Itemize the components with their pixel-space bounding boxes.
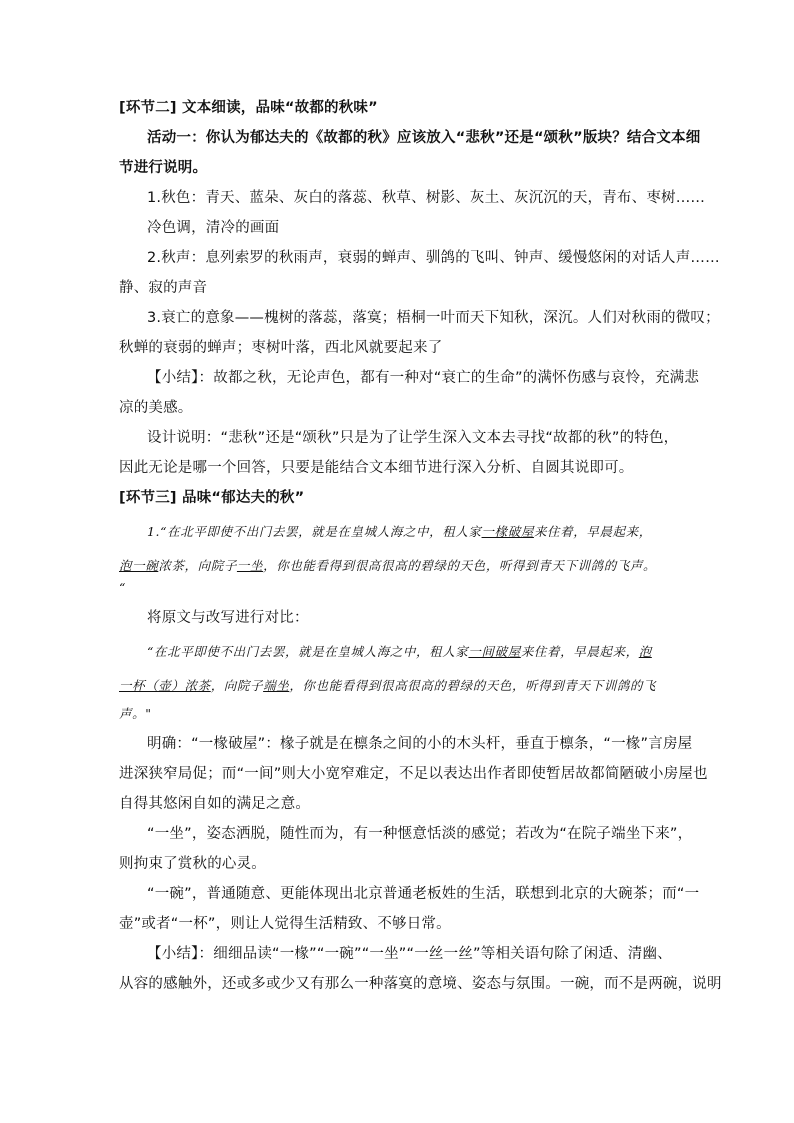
quote2-line-2 [119, 676, 693, 696]
document-page [119, 98, 722, 994]
quote2-underline-sit-upright: 端坐 [263, 678, 290, 693]
quote2-text: ，你也能看得到很高很高的碧绿的天色，听得到青天下训鸽的飞 [289, 678, 657, 693]
quote2-line-3: 声。" [119, 706, 152, 721]
analysis-p2-line-2: 则拘束了赏秋的心灵。 [119, 856, 266, 872]
quote1-line-1 [119, 522, 693, 542]
analysis-p3-line-1: “一碗”，普通随意、更能体现出北京普通老板姓的生活，联想到北京的大碗茶；而“一 [147, 886, 700, 902]
autumn-sound-line-1: 2.秋声：息列索罗的秋雨声，衰弱的蝉声、驯鸽的飞叫、钟声、缓慢悠闲的对话人声…… [147, 250, 720, 266]
analysis-p1-line-3: 自得其悠闲自如的满足之意。 [119, 796, 311, 812]
analysis-p2-line-1: “一坐”，姿态洒脱，随性而为，有一种惬意恬淡的感觉；若改为“在院子端坐下来”， [147, 826, 693, 842]
summary-line-2: 凉的美感。 [119, 400, 193, 416]
quote2-line-1 [119, 642, 693, 662]
autumn-color-line-2: 冷色调，清冷的画面 [147, 220, 280, 236]
quote1-text: 1.“在北平即使不出门去罢，就是在皇城人海之中，租人家 [147, 524, 482, 539]
quote2-text: “在北平即使不出门去罢，就是在皇城人海之中，租人家 [147, 644, 469, 659]
design-note-line-1: 设计说明：“悲秋”还是“颂秋”只是为了让学生深入文本去寻找“故都的秋”的特色， [147, 430, 679, 446]
analysis-p1-line-1: 明确：“一椽破屋”：椽子就是在檩条之间的小的木头杆，垂直于檩条，“一椽”言房屋 [147, 736, 693, 752]
quote1-text: ，你也能看得到很高很高的碧绿的天色，听得到青天下训鸽的飞声。 [263, 558, 657, 573]
analysis-summary-line-2: 从容的感触外，还或多或少又有那么一种落寞的意境、姿态与氛围。一碗，而不是两碗，说明 [119, 976, 722, 992]
quote1-underline-one-rafter: 一椽破屋 [481, 524, 534, 539]
section3-heading: [环节三] 品味“郁达夫的秋” [119, 490, 305, 506]
quote2-text: ，向院子 [210, 678, 264, 693]
quote1-line-2 [119, 556, 693, 576]
analysis-summary-line-1: 【小结】：细细品读“一椽”“一碗”“一坐”“一丝一丝”等相关语句除了闲适、清幽、 [147, 946, 672, 962]
quote1-line-3: “ [119, 580, 126, 595]
analysis-p1-line-2: 进深狭窄局促；而“一间”则大小宽窄难定，不足以表达出作者即使暂居故都简陋破小房屋也 [119, 766, 708, 782]
quote1-underline-one-sit: 一坐 [236, 558, 264, 573]
quote1-text: 浓茶，向院子 [158, 558, 237, 573]
design-note-line-2: 因此无论是哪一个回答，只要是能结合文本细节进行深入分析、自圆其说即可。 [119, 460, 634, 476]
decline-imagery-line-1: 3.衰亡的意象——槐树的落蕊，落寞；梧桐一叶而天下知秋，深沉。人们对秋雨的微叹； [147, 310, 720, 326]
quote2-underline-brew: 泡 [638, 644, 652, 659]
activity-line-2: 节进行说明。 [119, 160, 208, 176]
quote1-text: 来住着，早晨起来， [533, 524, 652, 539]
summary-line-1: 【小结】：故都之秋，无论声色，都有一种对“衰亡的生命”的满怀伤感与哀怜，充满悲 [147, 370, 700, 386]
quote2-underline-one-cup: 一杯（壶）浓茶 [119, 678, 211, 693]
activity-line-1: 活动一：你认为郁达夫的《故都的秋》应该放入“悲秋”还是“颂秋”版块？结合文本细 [147, 130, 701, 146]
compare-label: 将原文与改写进行对比： [147, 610, 309, 626]
autumn-color-line-1: 1.秋色：青天、蓝朵、灰白的落蕊、秋草、树影、灰土、灰沉沉的天，青布、枣树…… [147, 190, 706, 206]
section2-heading: [环节二] 文本细读，品味“故都的秋味” [119, 100, 378, 116]
analysis-p3-line-2: 壶”或者“一杯”，则让人觉得生活精致、不够日常。 [119, 916, 451, 932]
decline-imagery-line-2: 秋蝉的衰弱的蝉声；枣树叶落，西北风就要起来了 [119, 340, 443, 356]
quote1-underline-one-bowl: 泡一碗 [119, 558, 159, 573]
quote2-text: 来住着，早晨起来， [520, 644, 639, 659]
quote2-underline-one-room: 一间破屋 [468, 644, 521, 659]
autumn-sound-line-2: 静、寂的声音 [119, 280, 208, 296]
